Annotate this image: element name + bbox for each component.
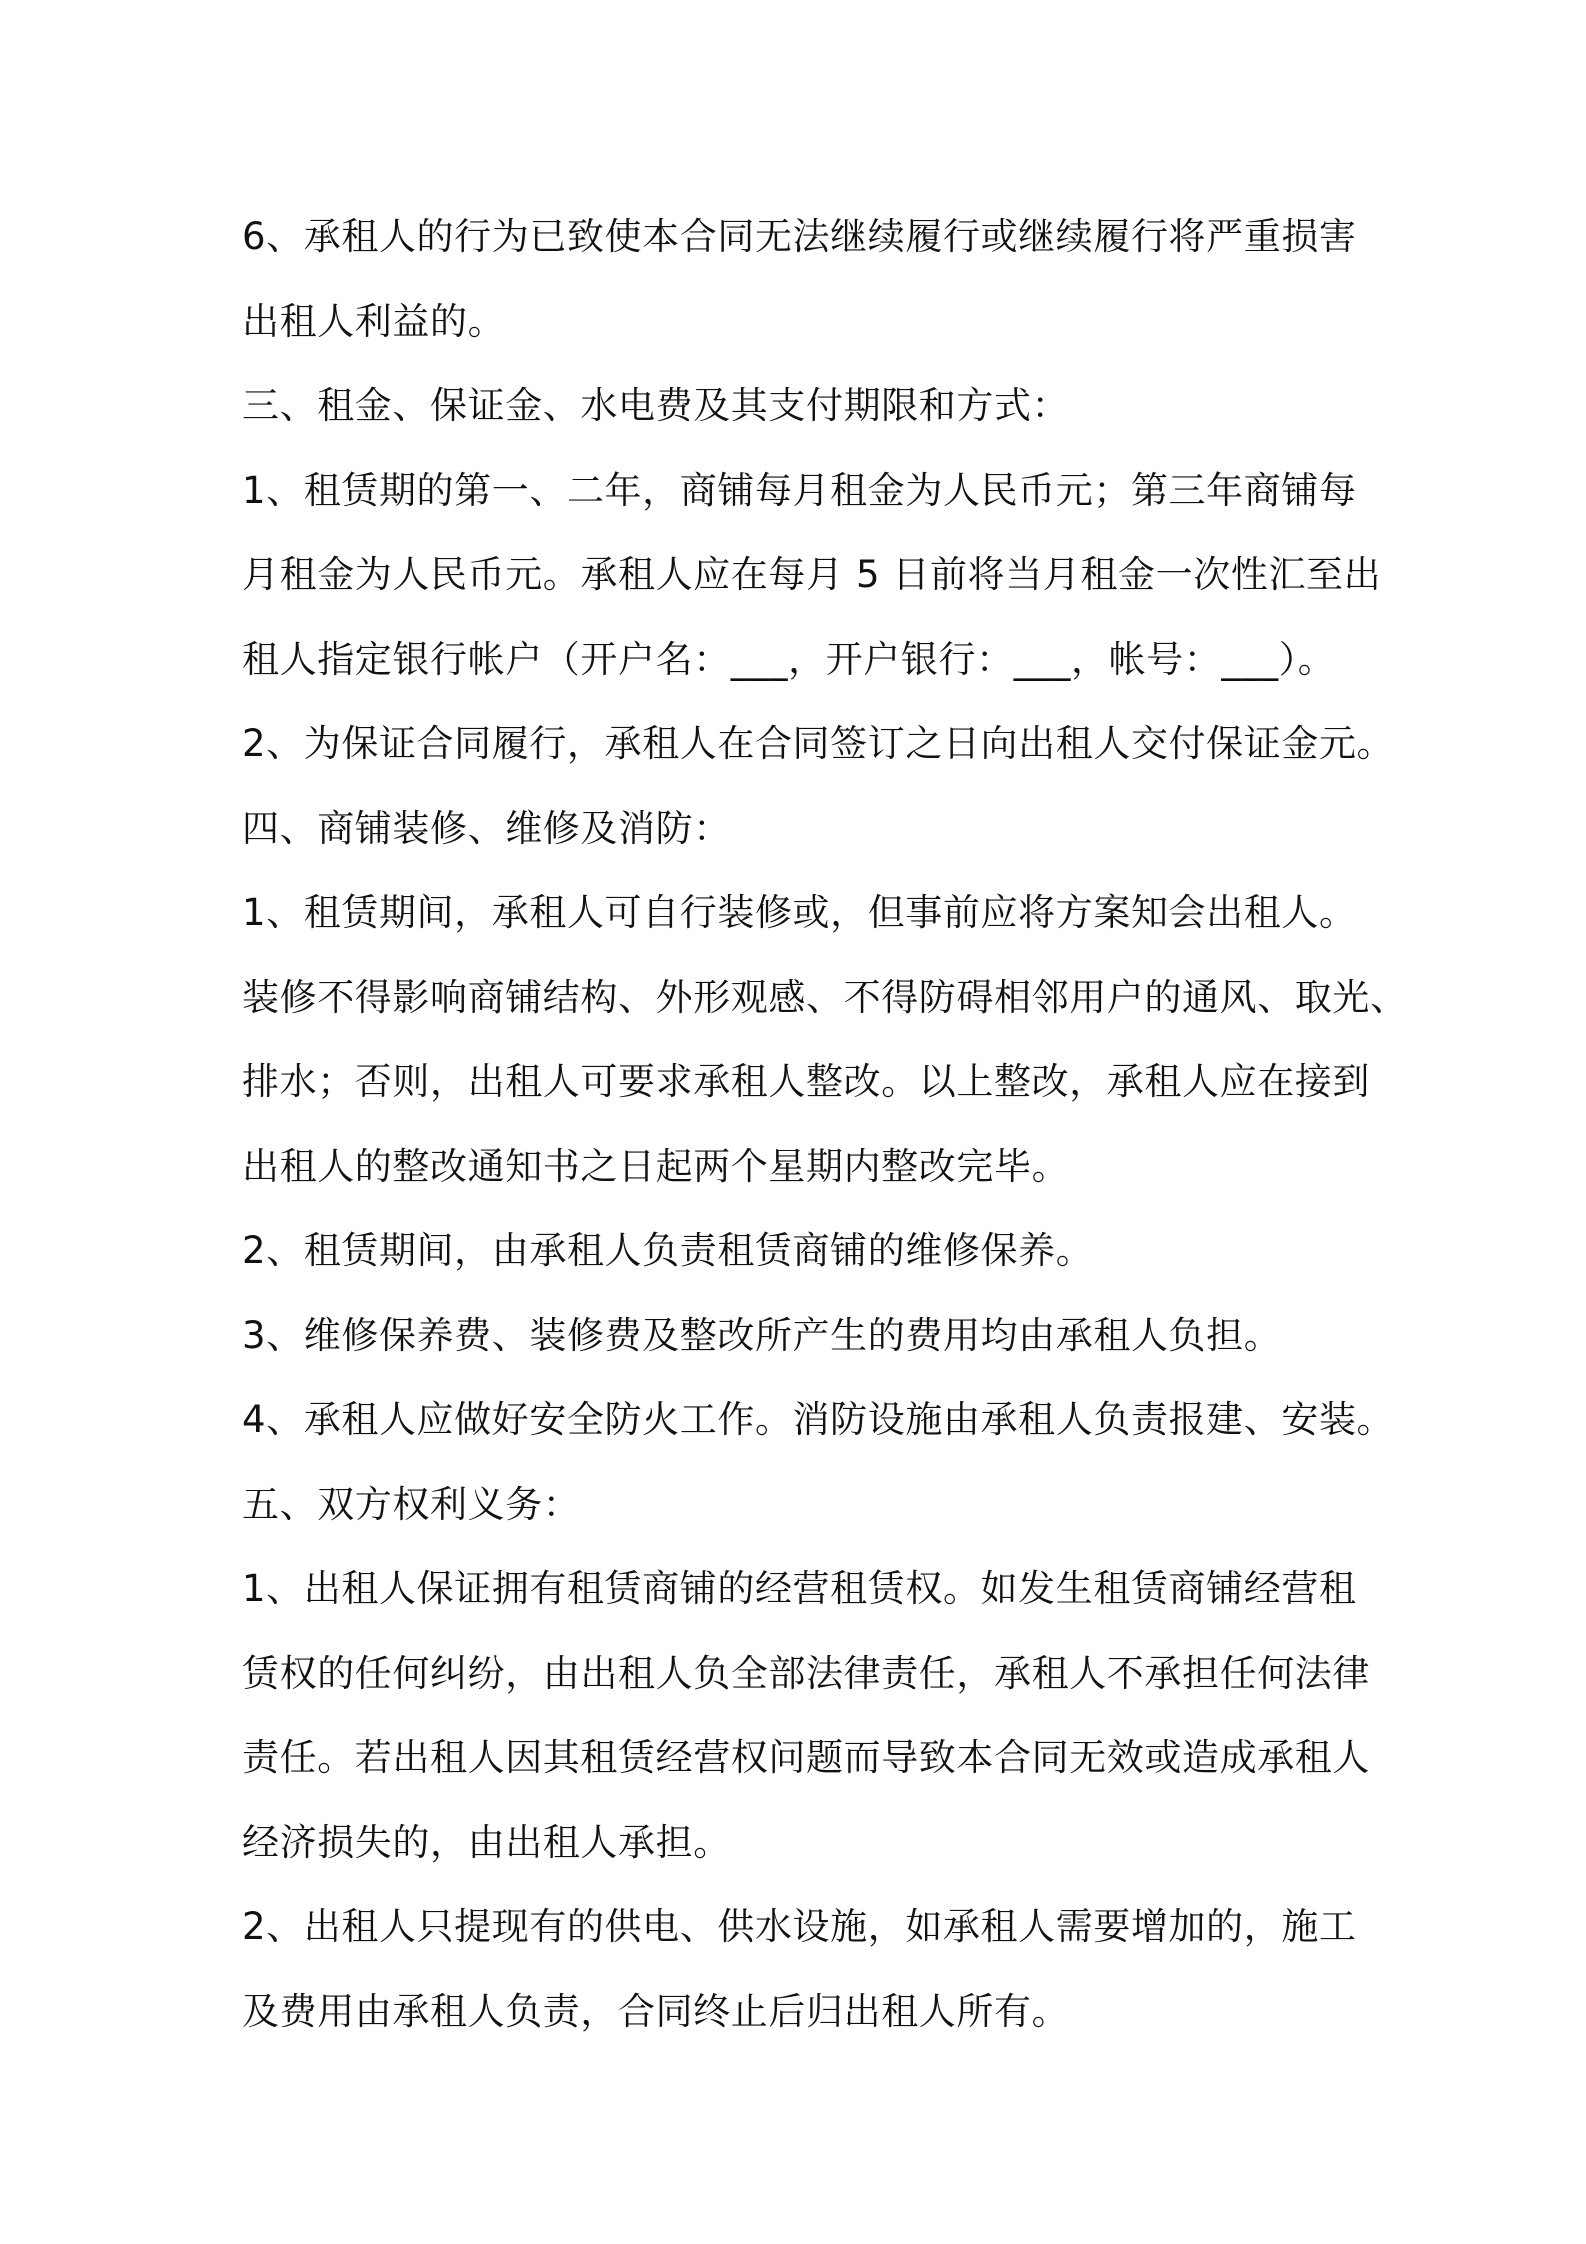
section-4-heading: 四、商铺装修、维修及消防： bbox=[242, 806, 731, 850]
section-3-item-1-line-1: 1、租赁期的第一、二年，商铺每月租金为人民币元；第三年商铺每 bbox=[242, 468, 1357, 512]
clause-6-line-2: 出租人利益的。 bbox=[242, 299, 506, 343]
section-4-item-1-line-1: 1、租赁期间，承租人可自行装修或，但事前应将方案知会出租人。 bbox=[242, 891, 1357, 934]
section-4-item-3: 3、维修保养费、装修费及整改所产生的费用均由承租人负担。 bbox=[242, 1313, 1282, 1357]
document-body bbox=[242, 195, 1408, 2054]
section-5-item-1-line-3: 责任。若出租人因其租赁经营权问题而导致本合同无效或造成承租人 bbox=[242, 1736, 1370, 1779]
section-5-item-2-line-2: 及费用由承租人负责，合同终止后归出租人所有。 bbox=[242, 1989, 1070, 2033]
section-5-heading: 五、双方权利义务： bbox=[242, 1482, 581, 1526]
section-3-heading: 三、租金、保证金、水电费及其支付期限和方式： bbox=[242, 384, 1070, 427]
section-3-item-1-line-3: 租人指定银行帐户（开户名：___，开户银行：___，帐号：___）。 bbox=[242, 637, 1336, 681]
section-4-item-1-line-4: 出租人的整改通知书之日起两个星期内整改完毕。 bbox=[242, 1144, 1070, 1188]
section-4-item-1-line-3: 排水；否则，出租人可要求承租人整改。以上整改，承租人应在接到 bbox=[242, 1060, 1370, 1103]
section-5-item-1-line-1: 1、出租人保证拥有租赁商铺的经营租赁权。如发生租赁商铺经营租 bbox=[242, 1567, 1357, 1610]
section-3-item-2: 2、为保证合同履行，承租人在合同签订之日向出租人交付保证金元。 bbox=[242, 722, 1395, 765]
section-4-item-2: 2、租赁期间，由承租人负责租赁商铺的维修保养。 bbox=[242, 1229, 1094, 1272]
section-4-item-4: 4、承租人应做好安全防火工作。消防设施由承租人负责报建、安装。 bbox=[242, 1398, 1395, 1441]
clause-6-line-1: 6、承租人的行为已致使本合同无法继续履行或继续履行将严重损害 bbox=[242, 215, 1357, 258]
section-5-item-2-line-1: 2、出租人只提现有的供电、供水设施，如承租人需要增加的，施工 bbox=[242, 1905, 1357, 1948]
section-4-item-1-line-2: 装修不得影响商铺结构、外形观感、不得防碍相邻用户的通风、取光、 bbox=[242, 975, 1408, 1019]
section-5-item-1-line-2: 赁权的任何纠纷，由出租人负全部法律责任，承租人不承担任何法律 bbox=[242, 1651, 1370, 1695]
section-5-item-1-line-4: 经济损失的，由出租人承担。 bbox=[242, 1820, 731, 1864]
section-3-item-1-line-2: 月租金为人民币元。承租人应在每月 5 日前将当月租金一次性汇至出 bbox=[242, 553, 1382, 596]
